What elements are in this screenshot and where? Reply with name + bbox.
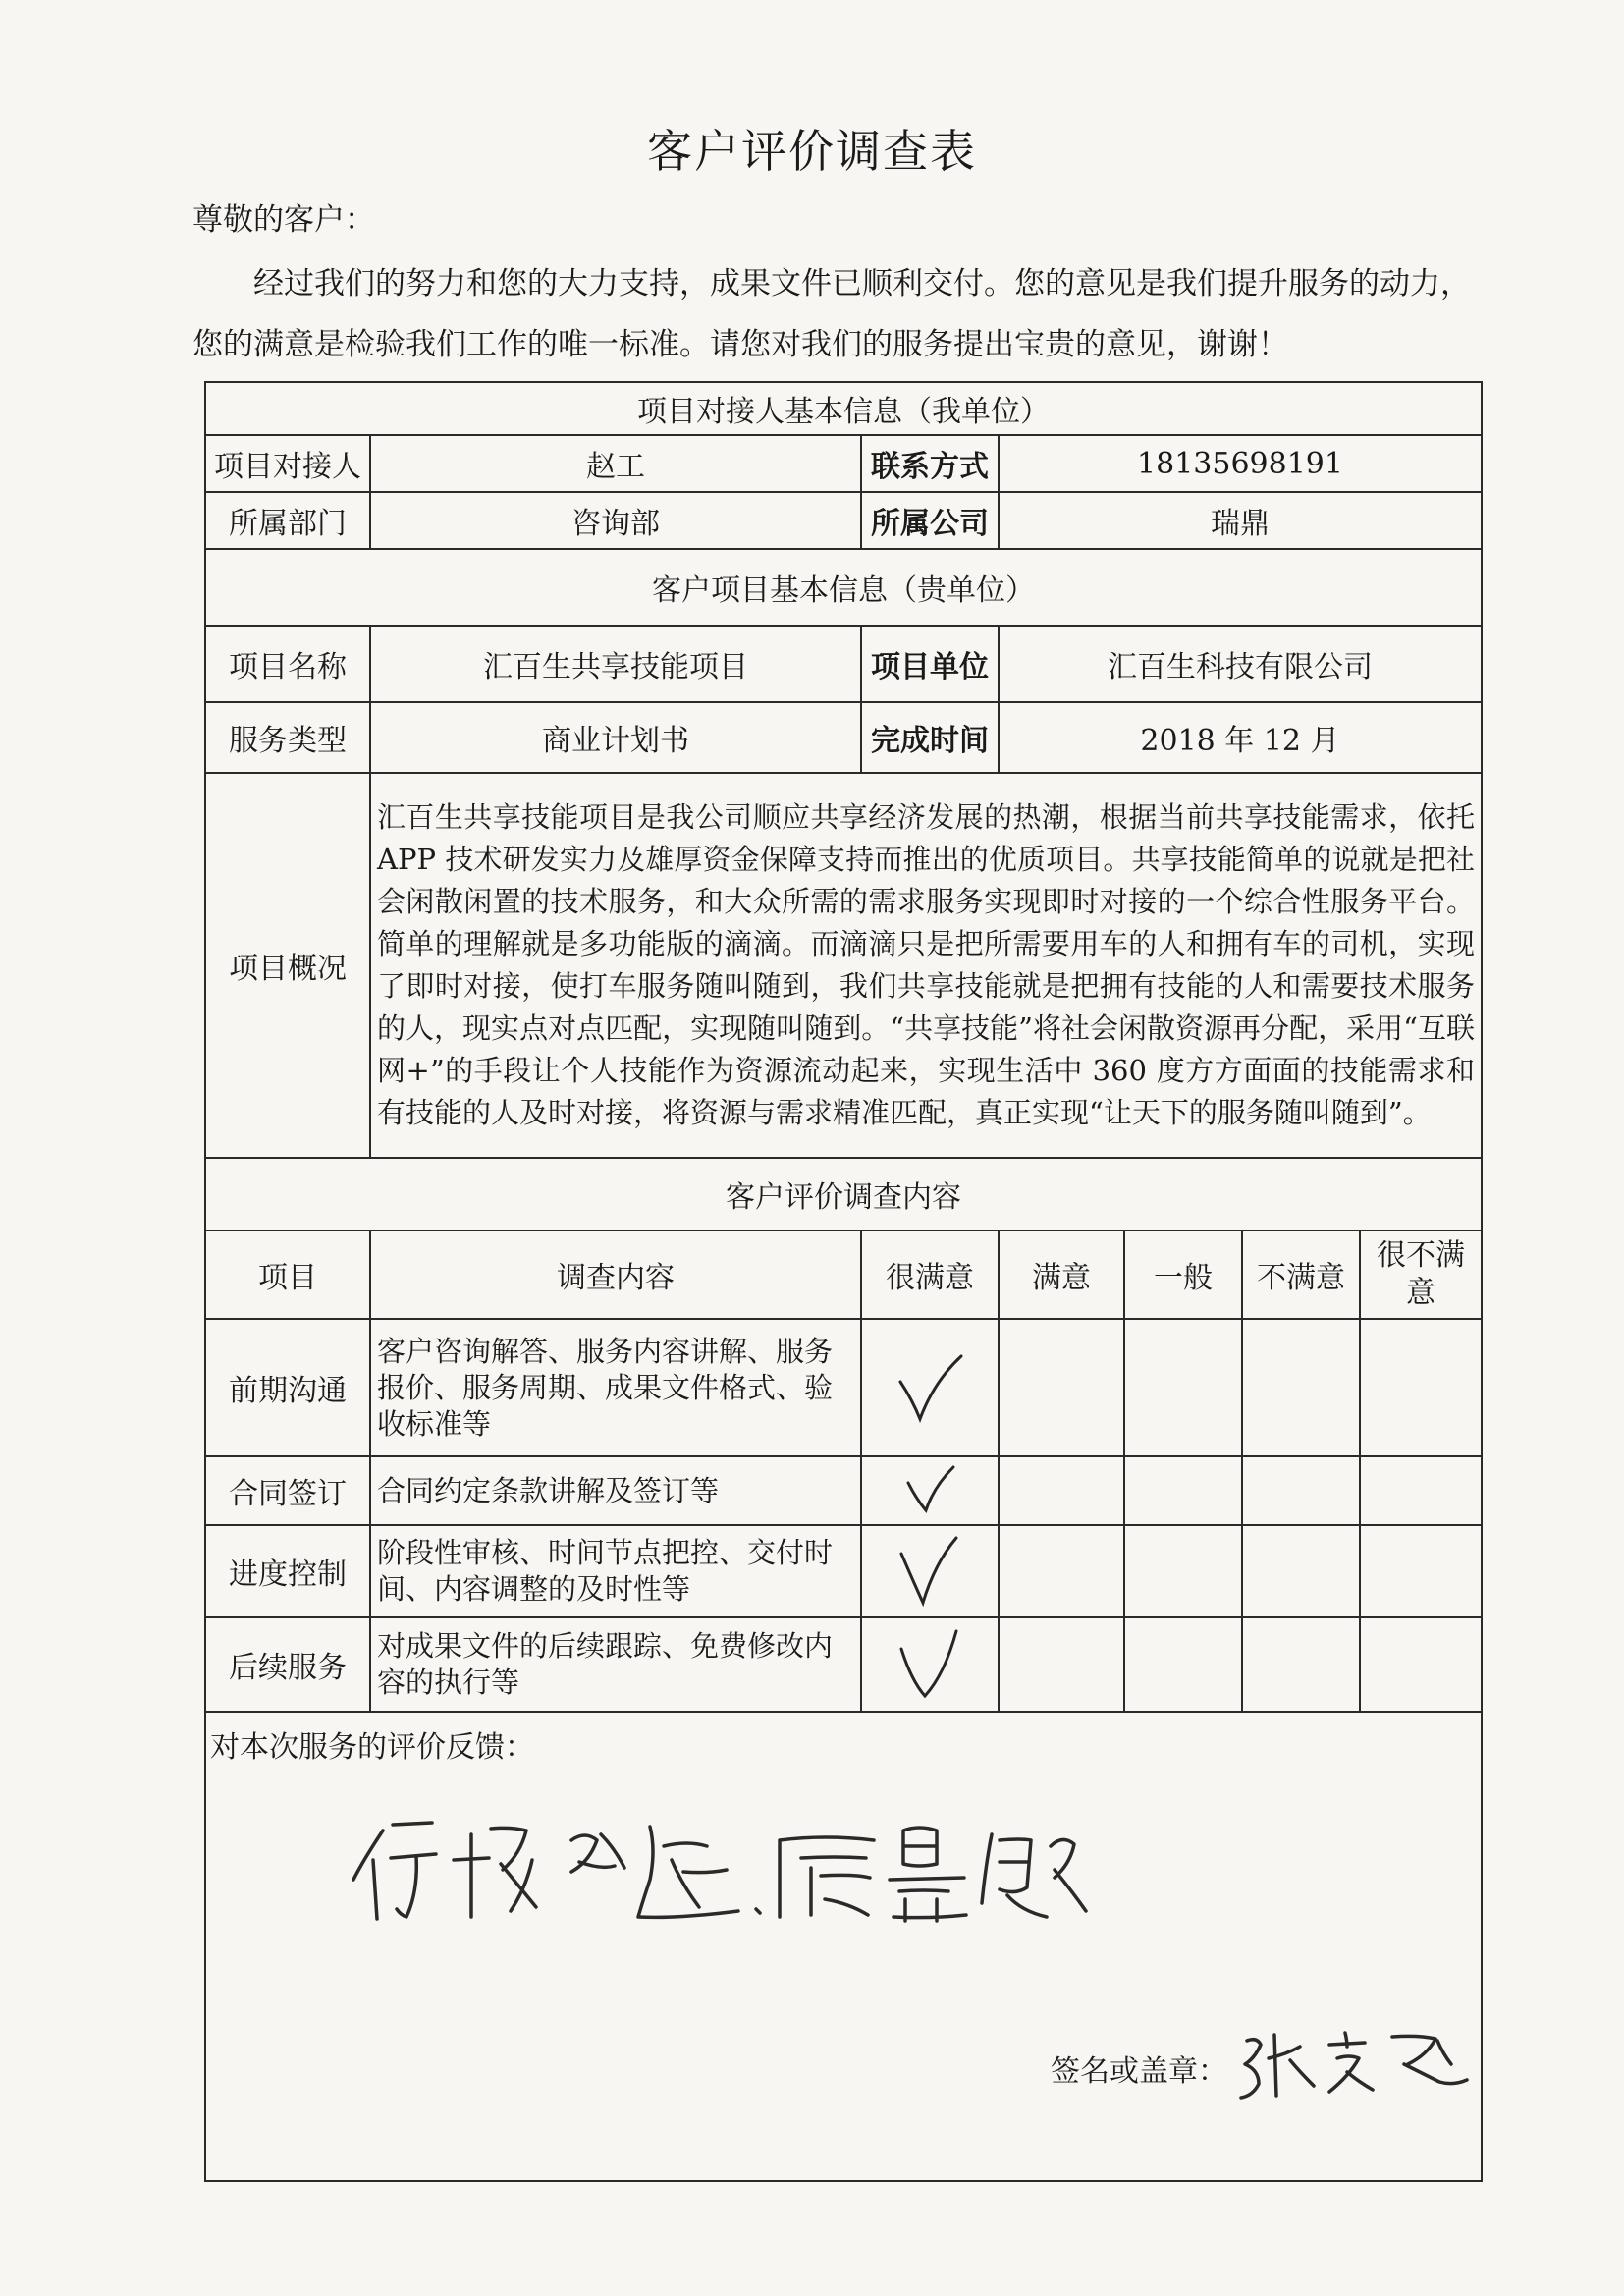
person-value: 赵工 — [370, 435, 861, 492]
col-header-very-satisfied: 很满意 — [861, 1230, 999, 1319]
page-title: 客户评价调查表 — [647, 125, 977, 178]
rating-satisfied-cell — [999, 1456, 1124, 1525]
dept-label: 所属部门 — [205, 492, 370, 549]
rating-very-satisfied-cell — [861, 1456, 999, 1525]
rating-average-cell — [1124, 1617, 1242, 1712]
sign-label: 签名或盖章： — [1051, 2054, 1227, 2089]
salutation: 尊敬的客户： — [192, 202, 375, 238]
survey-section-header: 客户评价调查内容 — [205, 1158, 1482, 1230]
rating-satisfied-cell — [999, 1525, 1124, 1617]
project-unit-value: 汇百生科技有限公司 — [999, 626, 1482, 702]
handwritten-feedback — [344, 1801, 1090, 1929]
check-icon — [891, 1348, 969, 1427]
completion-time-label: 完成时间 — [861, 702, 999, 773]
rating-average-cell — [1124, 1525, 1242, 1617]
dept-value: 咨询部 — [370, 492, 861, 549]
rating-satisfied-cell — [999, 1617, 1124, 1712]
survey-row-item: 合同签订 — [205, 1456, 370, 1525]
client-section-header: 客户项目基本信息（贵单位） — [205, 549, 1482, 626]
service-type-value: 商业计划书 — [370, 702, 861, 773]
feedback-cell — [205, 1712, 1482, 2181]
rating-very-satisfied-cell — [861, 1617, 999, 1712]
rating-very-satisfied-cell — [861, 1319, 999, 1456]
survey-row-content: 合同约定条款讲解及签订等 — [370, 1456, 861, 1525]
check-icon — [900, 1463, 959, 1518]
survey-row-content: 阶段性审核、时间节点把控、交付时间、内容调整的及时性等 — [370, 1525, 861, 1617]
rating-unsatisfied-cell — [1242, 1617, 1360, 1712]
col-header-average: 一般 — [1124, 1230, 1242, 1319]
survey-row-item: 前期沟通 — [205, 1319, 370, 1456]
project-summary-label: 项目概况 — [205, 773, 370, 1158]
col-header-satisfied: 满意 — [999, 1230, 1124, 1319]
col-header-unsatisfied: 不满意 — [1242, 1230, 1360, 1319]
signature — [1235, 2025, 1471, 2104]
survey-row-item: 进度控制 — [205, 1525, 370, 1617]
service-type-label: 服务类型 — [205, 702, 370, 773]
project-summary-text: 汇百生共享技能项目是我公司顺应共享经济发展的热潮，根据当前共享技能需求，依托 APP 技术研发实力及雄厚资金保障支持而推出的优质项目。共享技能简单的说就是把社会闲散闲置的技术服务，和大众所需的需求服务实现即时对接的一个综合性服务平台。简单的理解就是多功能版的滴滴。而滴滴只是把所需要用车的人和拥有车的司机，实现了即时对接，使打车服务随叫随到，我们共享技能就是把拥有技能的人和需要技术服务的人，现实点对点匹配，实现随叫随到。“共享技能”将社会闲散资源再分配，采用“互联网+”的手段让个人技能作为资源流动起来，实现生活中 360 度方方面面的技能需求和有技能的人及时对接，将资源与需求精准匹配，真正实现“让天下的服务随叫随到”。 — [370, 773, 1482, 1158]
rating-very-unsatisfied-cell — [1360, 1525, 1482, 1617]
project-unit-label: 项目单位 — [861, 626, 999, 702]
col-header-very-unsatisfied: 很不满意 — [1360, 1230, 1482, 1319]
rating-unsatisfied-cell — [1242, 1319, 1360, 1456]
company-value: 瑞鼎 — [999, 492, 1482, 549]
rating-very-unsatisfied-cell — [1360, 1617, 1482, 1712]
survey-row — [205, 1525, 1482, 1617]
phone-label: 联系方式 — [861, 435, 999, 492]
phone-value: 18135698191 — [999, 435, 1482, 492]
col-header-content: 调查内容 — [370, 1230, 861, 1319]
person-label: 项目对接人 — [205, 435, 370, 492]
completion-time-value: 2018 年 12 月 — [999, 702, 1482, 773]
check-icon — [895, 1625, 964, 1704]
survey-row-item: 后续服务 — [205, 1617, 370, 1712]
rating-average-cell — [1124, 1319, 1242, 1456]
col-header-item: 项目 — [205, 1230, 370, 1319]
project-name-label: 项目名称 — [205, 626, 370, 702]
rating-average-cell — [1124, 1456, 1242, 1525]
rating-very-unsatisfied-cell — [1360, 1319, 1482, 1456]
survey-form-table — [204, 381, 1483, 2182]
feedback-label: 对本次服务的评价反馈： — [210, 1730, 534, 1765]
survey-row — [205, 1456, 1482, 1525]
rating-satisfied-cell — [999, 1319, 1124, 1456]
intro-paragraph: 经过我们的努力和您的大力支持，成果文件已顺利交付。您的意见是我们提升服务的动力，您的满意是检验我们工作的唯一标准。请您对我们的服务提出宝贵的意见，谢谢！ — [192, 266, 1471, 362]
project-name-value: 汇百生共享技能项目 — [370, 626, 861, 702]
survey-row — [205, 1319, 1482, 1456]
rating-unsatisfied-cell — [1242, 1456, 1360, 1525]
check-icon — [895, 1534, 964, 1609]
company-label: 所属公司 — [861, 492, 999, 549]
survey-row-content: 客户咨询解答、服务内容讲解、服务报价、服务周期、成果文件格式、验收标准等 — [370, 1319, 861, 1456]
survey-row-content: 对成果文件的后续跟踪、免费修改内容的执行等 — [370, 1617, 861, 1712]
contact-section-header: 项目对接人基本信息（我单位） — [205, 382, 1482, 435]
rating-unsatisfied-cell — [1242, 1525, 1360, 1617]
survey-row — [205, 1617, 1482, 1712]
rating-very-satisfied-cell — [861, 1525, 999, 1617]
rating-very-unsatisfied-cell — [1360, 1456, 1482, 1525]
